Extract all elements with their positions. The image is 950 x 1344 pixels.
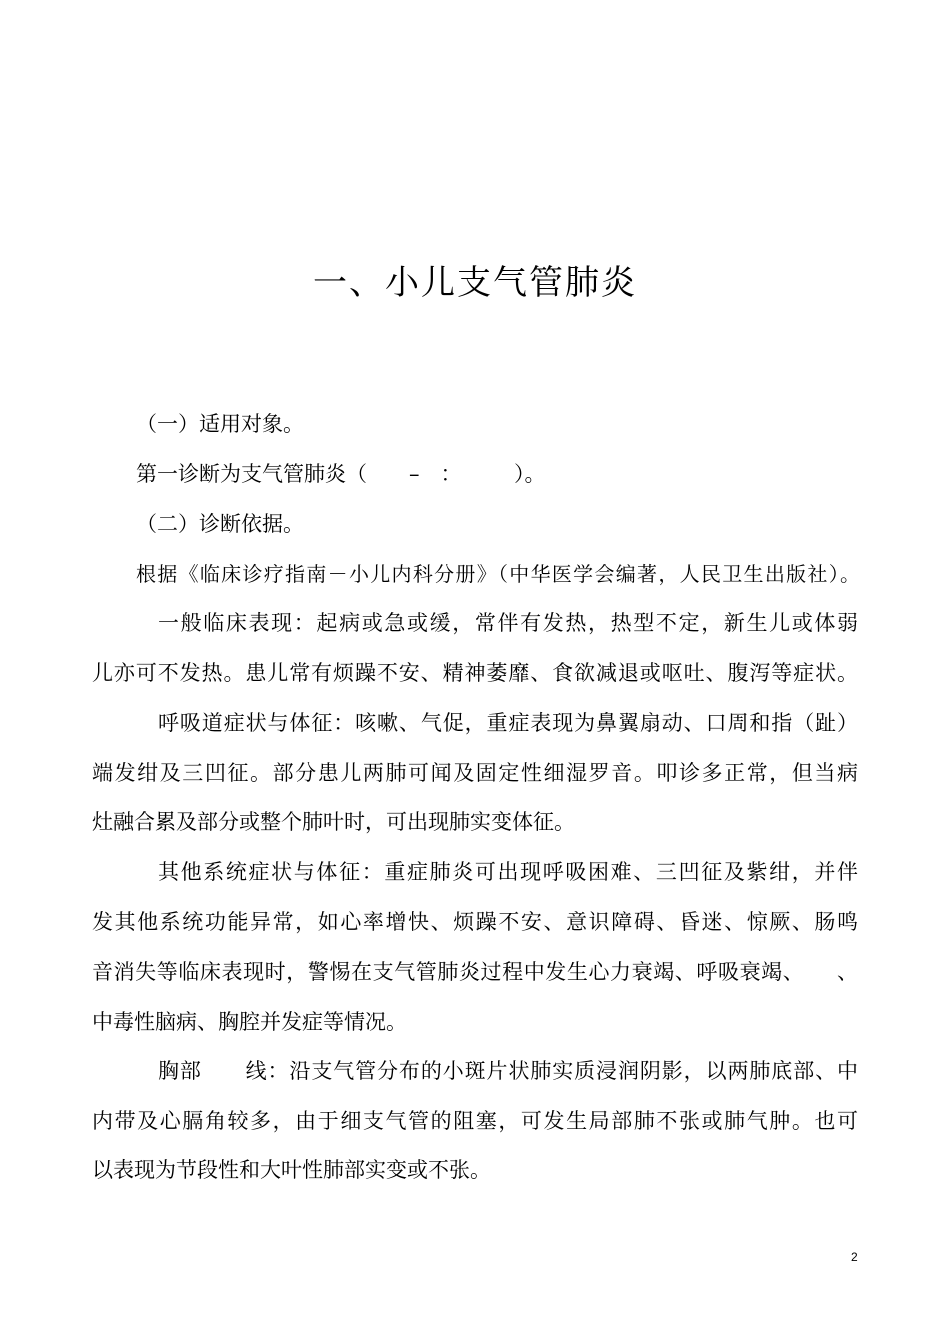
paragraph-respiratory-line-2: 端发绀及三凹征。部分患儿两肺可闻及固定性细湿罗音。叩诊多正常，但当病 — [92, 761, 858, 785]
section-heading-diagnostic-basis: （二）诊断依据。 — [136, 512, 304, 536]
first-diagnosis-line: 第一诊断为支气管肺炎（ – ： ）。 — [136, 462, 546, 486]
page-number: 2 — [851, 1250, 858, 1264]
paragraph-respiratory-line-1: 呼吸道症状与体征：咳嗽、气促，重症表现为鼻翼扇动、口周和指（趾） — [158, 711, 858, 735]
paragraph-respiratory-line-3: 灶融合累及部分或整个肺叶时，可出现肺实变体征。 — [92, 810, 575, 834]
paragraph-chest-xray-line-1: 胸部 线：沿支气管分布的小斑片状肺实质浸润阴影，以两肺底部、中 — [158, 1059, 858, 1083]
paragraph-other-systems-line-4: 中毒性脑病、胸腔并发症等情况。 — [92, 1010, 407, 1034]
paragraph-other-systems-line-2: 发其他系统功能异常，如心率增快、烦躁不安、意识障碍、昏迷、惊厥、肠鸣 — [92, 910, 858, 934]
paragraph-general-manifestation-line-2: 儿亦可不发热。患儿常有烦躁不安、精神萎靡、食欲减退或呕吐、腹泻等症状。 — [92, 661, 858, 685]
paragraph-chest-xray-line-3: 以表现为节段性和大叶性肺部实变或不张。 — [92, 1158, 491, 1182]
paragraph-other-systems-line-3: 音消失等临床表现时，警惕在支气管肺炎过程中发生心力衰竭、呼吸衰竭、 、 — [92, 960, 858, 984]
paragraph-other-systems-line-1: 其他系统症状与体征：重症肺炎可出现呼吸困难、三凹征及紫绀，并伴 — [158, 860, 858, 884]
paragraph-general-manifestation-line-1: 一般临床表现：起病或急或缓，常伴有发热，热型不定，新生儿或体弱 — [158, 611, 858, 635]
paragraph-chest-xray-line-2: 内带及心膈角较多，由于细支气管的阻塞，可发生局部肺不张或肺气肿。也可 — [92, 1109, 858, 1133]
document-title: 一、小儿支气管肺炎 — [313, 263, 637, 303]
section-heading-applicable-object: （一）适用对象。 — [136, 412, 304, 436]
reference-guide-line: 根据《临床诊疗指南－小儿内科分册》（中华医学会编著，人民卫生出版社）。 — [136, 562, 860, 586]
